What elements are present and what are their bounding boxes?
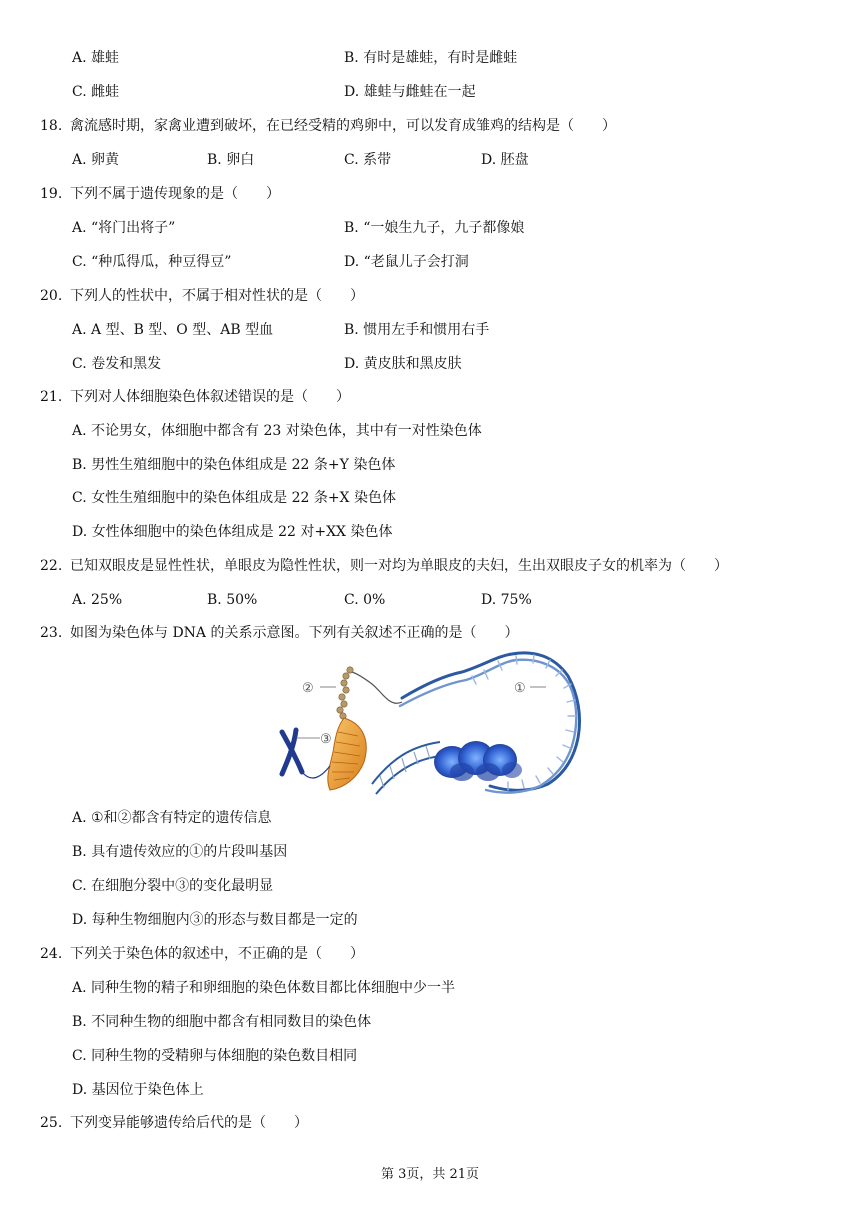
question-stem: 下列不属于遗传现象的是（ ）: [70, 186, 280, 202]
option-18a: A. 卵黄: [72, 152, 120, 168]
chromosome-x: [282, 730, 302, 774]
option-17d: D. 雄蛙与雌蛙在一起: [344, 84, 476, 100]
option-17b: B. 有时是雄蛙，有时是雌蛙: [344, 50, 518, 66]
label-1: ①: [514, 681, 526, 696]
label-3: ③: [320, 732, 332, 747]
option-19d: D. “老鼠儿子会打洞: [344, 254, 469, 270]
option-18d: D. 胚盘: [481, 152, 529, 168]
dna-strand: [352, 672, 402, 703]
option-18b: B. 卵白: [207, 152, 255, 168]
option-23d: D. 每种生物细胞内③的形态与数目都是一定的: [72, 912, 358, 928]
option-24b: B. 不同种生物的细胞中都含有相同数目的染色体: [72, 1014, 372, 1030]
question-19: [40, 184, 280, 204]
option-17a: A. 雄蛙: [72, 50, 120, 66]
option-22d: D. 75%: [481, 592, 532, 608]
option-21c: C. 女性生殖细胞中的染色体组成是 22 条+X 染色体: [72, 490, 396, 506]
question-23: [40, 623, 518, 643]
option-24a: A. 同种生物的精子和卵细胞的染色体数目都比体细胞中少一半: [72, 980, 456, 996]
question-stem: 如图为染色体与 DNA 的关系示意图。下列有关叙述不正确的是（ ）: [70, 625, 519, 641]
question-stem: 下列人的性状中，不属于相对性状的是（ ）: [70, 288, 364, 304]
question-stem: 禽流感时期，家禽业遭到破坏，在已经受精的鸡卵中，可以发育成雏鸡的结构是（ ）: [70, 118, 616, 134]
question-number: 23.: [40, 625, 63, 641]
option-21b: B. 男性生殖细胞中的染色体组成是 22 条+Y 染色体: [72, 457, 396, 473]
question-21: [40, 387, 350, 407]
question-22: [40, 556, 728, 576]
question-stem: 下列关于染色体的叙述中，不正确的是（ ）: [70, 946, 364, 962]
question-stem: 下列对人体细胞染色体叙述错误的是（ ）: [70, 389, 350, 405]
option-23c: C. 在细胞分裂中③的变化最明显: [72, 878, 274, 894]
chromosome-dna-figure: [272, 646, 590, 802]
question-number: 25.: [40, 1115, 63, 1131]
question-number: 20.: [40, 288, 63, 304]
question-18: [40, 116, 616, 136]
option-19b: B. “一娘生九子，九子都像娘: [344, 220, 525, 236]
nucleosome-cluster: [434, 741, 522, 781]
label-2: ②: [302, 681, 314, 696]
option-22a: A. 25%: [72, 592, 123, 608]
option-20b: B. 惯用左手和惯用右手: [344, 322, 490, 338]
option-23b: B. 具有遗传效应的①的片段叫基因: [72, 844, 288, 860]
option-22b: B. 50%: [207, 592, 258, 608]
option-19a: A. “将门出将子”: [72, 220, 176, 236]
option-21a: A. 不论男女，体细胞中都含有 23 对染色体，其中有一对性染色体: [72, 423, 482, 439]
option-22c: C. 0%: [344, 592, 386, 608]
question-stem: 下列变异能够遗传给后代的是（ ）: [70, 1115, 308, 1131]
question-number: 21.: [40, 389, 63, 405]
option-24d: D. 基因位于染色体上: [72, 1082, 204, 1098]
option-23a: A. ①和②都含有特定的遗传信息: [72, 810, 272, 826]
page-footer: 第 3页，共 21页: [380, 1167, 480, 1182]
option-17c: C. 雌蛙: [72, 84, 120, 100]
option-24c: C. 同种生物的受精卵与体细胞的染色数目相同: [72, 1048, 358, 1064]
option-20d: D. 黄皮肤和黑皮肤: [344, 356, 462, 372]
question-number: 19.: [40, 186, 63, 202]
question-24: [40, 944, 364, 964]
option-20a: A. A 型、B 型、O 型、AB 型血: [72, 322, 274, 338]
option-21d: D. 女性体细胞中的染色体组成是 22 对+XX 染色体: [72, 524, 393, 540]
question-20: [40, 286, 364, 306]
dna-ladder: [372, 742, 442, 794]
question-number: 22.: [40, 558, 63, 574]
option-20c: C. 卷发和黑发: [72, 356, 162, 372]
question-25: [40, 1113, 308, 1133]
question-number: 24.: [40, 946, 63, 962]
bead-chain: [337, 667, 353, 719]
question-number: 18.: [40, 118, 63, 134]
question-stem: 已知双眼皮是显性性状，单眼皮为隐性性状，则一对均为单眼皮的夫妇，生出双眼皮子女的机率为（ ）: [70, 558, 728, 574]
option-19c: C. “种瓜得瓜，种豆得豆”: [72, 254, 232, 270]
option-18c: C. 系带: [344, 152, 392, 168]
